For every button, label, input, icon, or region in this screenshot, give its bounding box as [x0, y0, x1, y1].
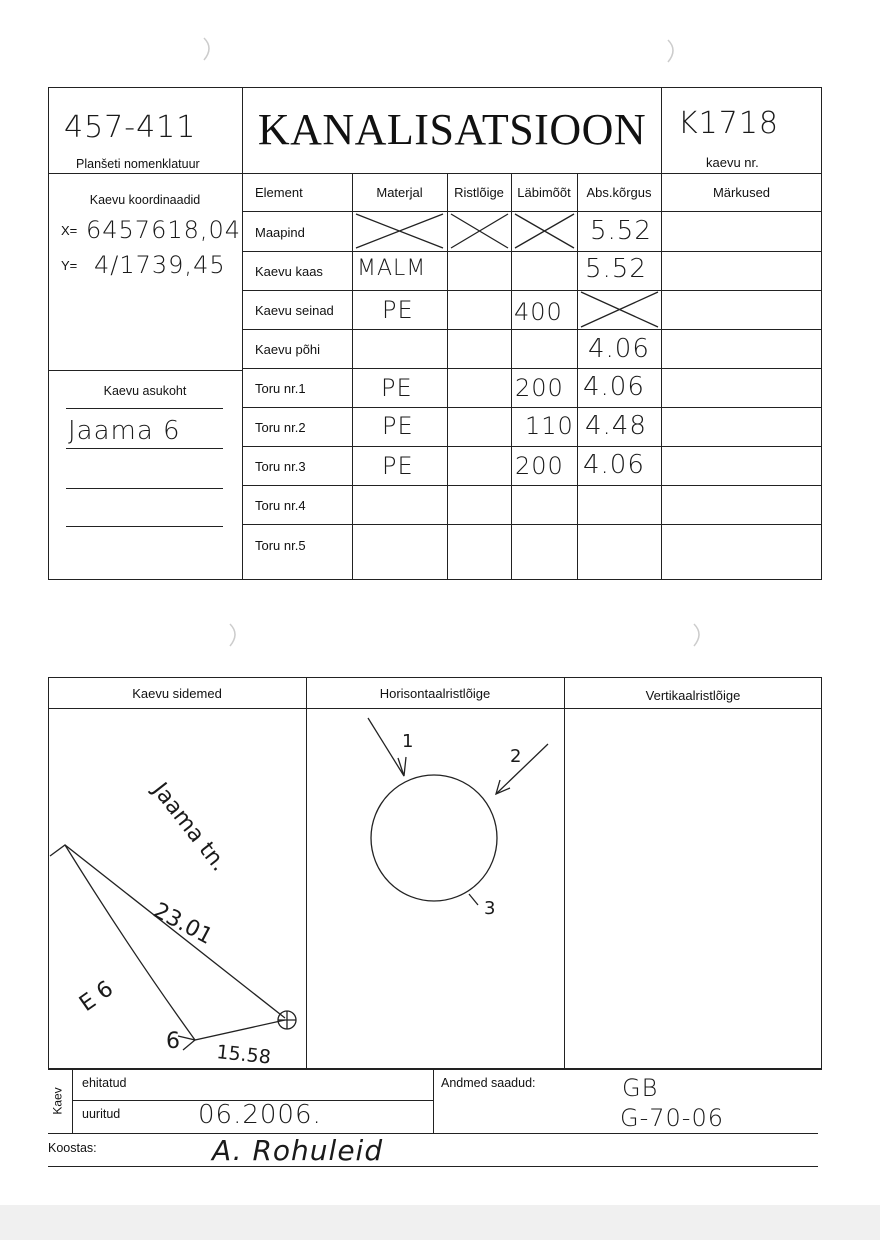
cell-abs: 4.48 [585, 411, 647, 441]
row-element: Toru nr.2 [255, 420, 306, 435]
built-label: ehitatud [82, 1076, 127, 1090]
row-element: Kaevu kaas [255, 264, 323, 279]
pipe-2-line [496, 744, 548, 794]
x-coordinate: 6457618,04 [86, 216, 242, 244]
row-element: Kaevu põhi [255, 342, 321, 357]
compiled-signature: A. Rohuleid [212, 1134, 384, 1167]
form-title: KANALISATSIOON [257, 105, 647, 154]
pipe-label: 2 [510, 746, 522, 767]
surveyed-label: uuritud [82, 1107, 121, 1121]
col-header-element: Element [255, 185, 303, 200]
row-element: Maapind [255, 225, 305, 240]
house-label: E 6 [75, 976, 119, 1017]
sketch-col-title: Horisontaalristlõige [379, 686, 491, 701]
cell-materjal: MALM [357, 256, 427, 281]
row-element: Toru nr.3 [255, 459, 306, 474]
cell-materjal: PE [382, 296, 414, 324]
col-header-materjal: Materjal [376, 185, 423, 200]
well-number: K1718 [678, 106, 780, 141]
col-header-ristloige: Ristlõige [454, 185, 504, 200]
cell-abs: 5.52 [590, 216, 652, 246]
sketch-col-title: Kaevu sidemed [132, 686, 222, 701]
cell-abs: 4.06 [583, 450, 645, 480]
pipe-3-line [469, 894, 478, 905]
col-header-abs: Abs.kõrgus [586, 185, 652, 200]
house-corner [178, 1036, 195, 1050]
cell-labimoot: 200 [515, 374, 564, 402]
row-element: Toru nr.5 [255, 538, 306, 553]
well-circle [371, 775, 497, 901]
pipe-label: 3 [484, 898, 496, 919]
cell-labimoot: 110 [525, 412, 574, 440]
distance-short: 15.58 [215, 1041, 272, 1069]
cell-abs: 5.52 [585, 254, 647, 284]
pipe-label: 1 [402, 731, 414, 752]
distance-long: 23.01 [149, 898, 217, 950]
y-prefix: Y= [61, 258, 78, 273]
plansheet-number: 457-411 [64, 110, 197, 145]
data-value-1: GB [622, 1074, 659, 1102]
cell-materjal: PE [382, 452, 414, 480]
cell-labimoot: 400 [514, 298, 563, 326]
pipe-1-line [368, 718, 404, 776]
y-coordinate: 4/1739,45 [94, 251, 226, 279]
well-number-label: kaevu nr. [706, 155, 759, 170]
location-sketch [50, 845, 296, 1050]
cell-materjal: PE [382, 412, 414, 440]
col-header-labimoot: Läbimõõt [517, 185, 571, 200]
compiled-label: Koostas: [48, 1141, 97, 1155]
cell-abs: 4.06 [583, 372, 645, 402]
row-element: Kaevu seinad [255, 303, 334, 318]
cell-abs: 4.06 [588, 334, 650, 364]
row-element: Toru nr.1 [255, 381, 306, 396]
coordinates-label: Kaevu koordinaadid [89, 193, 201, 207]
cell-materjal: PE [381, 374, 413, 402]
scan-edge [0, 1205, 880, 1240]
sketch-col-title: Vertikaalristlõige [645, 688, 741, 703]
cell-labimoot: 200 [515, 452, 564, 480]
col-header-markused: Märkused [712, 185, 771, 200]
row-element: Toru nr.4 [255, 498, 306, 513]
location-value: Jaama 6 [68, 416, 181, 446]
x-prefix: X= [61, 223, 78, 238]
location-label: Kaevu asukoht [103, 384, 187, 398]
corner-label: 6 [166, 1029, 180, 1054]
side-label: Kaev [50, 1087, 65, 1115]
street-label: Jaama tn. [147, 778, 232, 877]
data-label: Andmed saadud: [441, 1076, 536, 1090]
surveyed-value: 06.2006. [198, 1100, 322, 1130]
plansheet-label: Planšeti nomenklatuur [76, 157, 200, 171]
data-value-2: G-70-06 [620, 1104, 724, 1132]
